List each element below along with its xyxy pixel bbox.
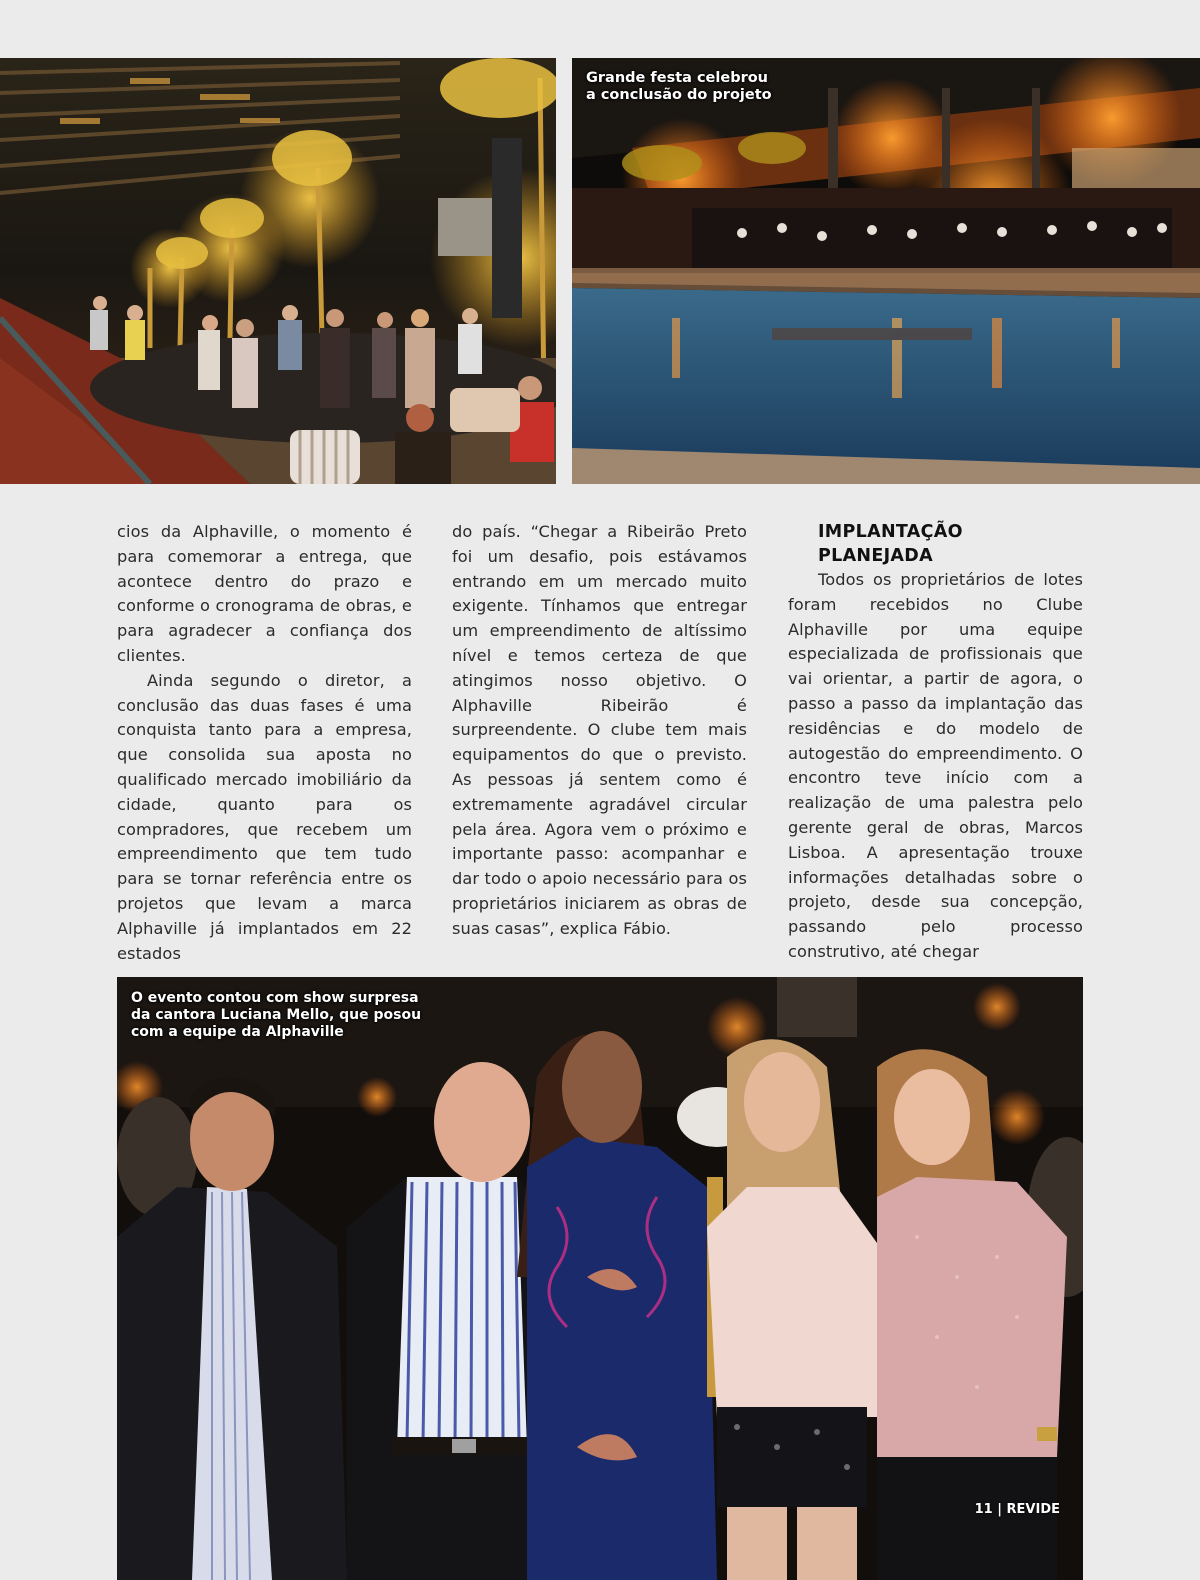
- caption-line: da cantora Luciana Mello, que posou: [131, 1007, 422, 1023]
- photo-party-pergola: [0, 58, 556, 484]
- article-column-3: [788, 520, 1083, 965]
- heading-line: PLANEJADA: [818, 546, 933, 566]
- photo-pool-party: [572, 58, 1200, 484]
- caption-line: com a equipe da Alphaville: [131, 1024, 344, 1040]
- page-footer: [975, 1502, 1060, 1517]
- heading-line: IMPLANTAÇÃO: [818, 522, 963, 542]
- section-heading: [788, 520, 1083, 568]
- photo-group-portrait: [117, 977, 1083, 1580]
- paragraph: Todos os proprietários de lotes foram recebidos no Clube Alphaville por uma equipe especializada de profissionais que vai orientar, a partir de agora, o passo a passo da implantação das residências e do modelo de autogestão do empreendimento. O encontro teve início com a realização de uma palestra pelo gerente geral de obras, Marcos Lisboa. A apresentação trouxe informações detalhadas sobre o projeto, desde sua concepção, passando pelo processo construtivo, até chegar: [788, 570, 1083, 961]
- paragraph: Ainda segundo o diretor, a conclusão das duas fases é uma conquista tanto para a empresa, que consolida sua aposta no qualificado mercado imobiliário da cidade, quanto para os compradores, que recebem um empreendimento que tem tudo para se tornar referência entre os projetos que levam a marca Alphaville já implantados em 22 estados: [117, 670, 412, 963]
- photo-caption-top: [586, 70, 826, 104]
- footer-separator: |: [997, 1502, 1002, 1517]
- magazine-name: REVIDE: [1006, 1502, 1060, 1517]
- caption-line: Grande festa celebrou: [586, 70, 769, 86]
- photo-caption-bottom: [131, 990, 431, 1041]
- article-column-1: [117, 520, 412, 966]
- article-column-2: [452, 520, 747, 942]
- page-number: 11: [974, 1502, 993, 1517]
- caption-line: a conclusão do projeto: [586, 87, 772, 103]
- caption-line: O evento contou com show surpresa: [131, 990, 419, 1006]
- paragraph: cios da Alphaville, o momento é para comemorar a entrega, que acontece dentro do prazo e conforme o cronograma de obras, e para agradecer a confiança dos clientes.: [117, 522, 412, 665]
- paragraph: do país. “Chegar a Ribeirão Preto foi um desafio, pois estávamos entrando em um mercado muito exigente. Tínhamos que entregar um empreendimento de altíssimo nível e temos certeza de que atingimos nosso objetivo. O Alphaville Ribeirão é surpreendente. O clube tem mais equipamentos do que o previsto. As pessoas já sentem como é extremamente agradável circular pela área. Agora vem o próximo e importante passo: acompanhar e dar todo o apoio necessário para os proprietários iniciarem as obras de suas casas”, explica Fábio.: [452, 522, 747, 938]
